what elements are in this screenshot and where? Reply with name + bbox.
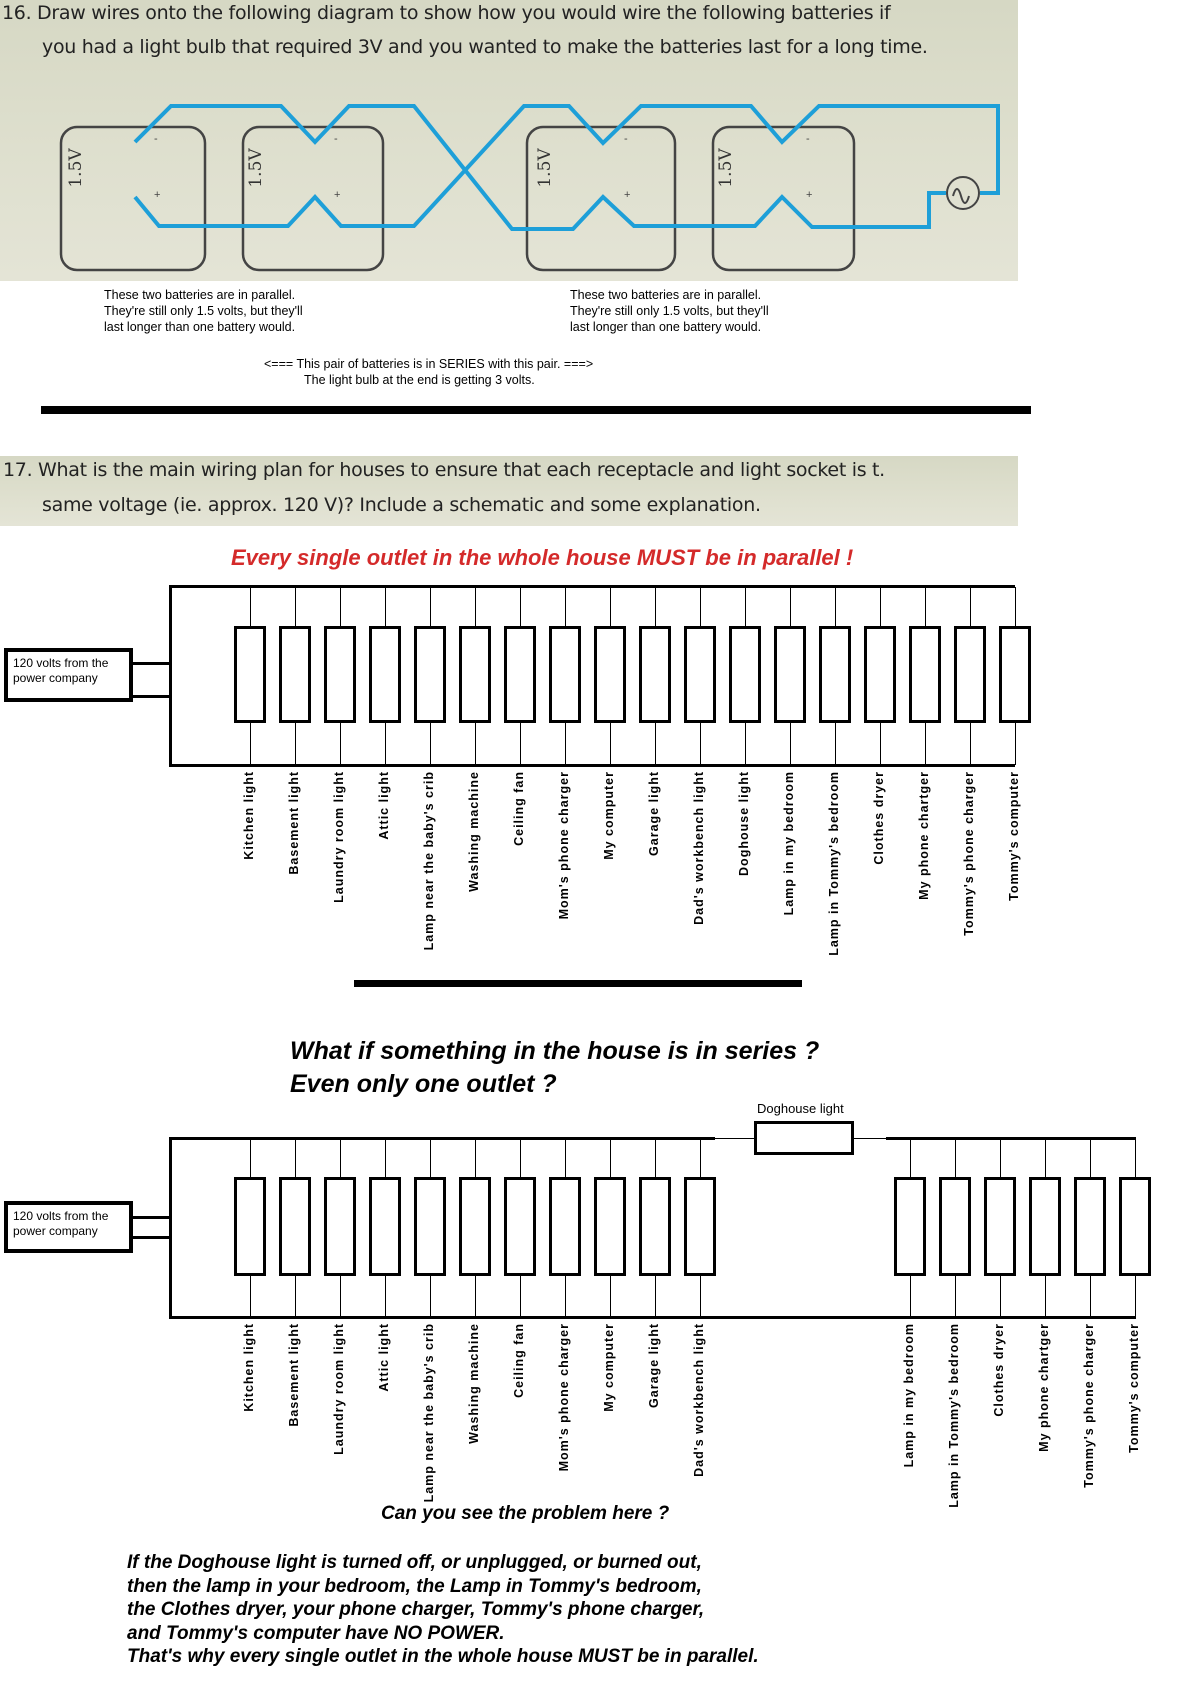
outlet-box: [639, 1177, 671, 1276]
plus-terminal-label: +: [806, 189, 813, 201]
series-outlet-label: Doghouse light: [757, 1101, 844, 1116]
caption-right-pair: [570, 287, 769, 335]
outlet-label: Tommy's phone charger: [1082, 1323, 1096, 1488]
power-source-box: [4, 648, 133, 702]
caption-line: They're still only 1.5 volts, but they'll: [570, 304, 769, 318]
neutral-wire: [170, 764, 1015, 767]
battery-wiring-diagram: [0, 0, 1181, 290]
series-question-line: Even only one outlet ?: [290, 1070, 557, 1098]
outlet-label: Attic light: [377, 771, 391, 840]
outlet-label: Ceiling fan: [512, 771, 526, 846]
outlet-label: Basement light: [287, 771, 301, 875]
outlet-box: [549, 1177, 581, 1276]
outlet-label: Doghouse light: [737, 771, 751, 876]
caption-line: They're still only 1.5 volts, but they'll: [104, 304, 303, 318]
explanation-line: If the Doghouse light is turned off, or unplugged, or burned out,: [127, 1552, 702, 1573]
outlet-label: Ceiling fan: [512, 1323, 526, 1398]
q16-line1: 16. Draw wires onto the following diagram to show how you would wire the following batteries if: [2, 2, 891, 24]
minus-terminal-label: -: [334, 133, 338, 145]
outlet-label: Lamp in my bedroom: [902, 1323, 916, 1468]
plus-terminal-label: +: [334, 189, 341, 201]
outlet-box: [1029, 1177, 1061, 1276]
series-note: [264, 356, 593, 388]
divider: [354, 980, 802, 987]
power-label-line: power company: [13, 1224, 98, 1238]
power-source-box: [4, 1201, 133, 1253]
outlet-box: [1119, 1177, 1151, 1276]
q17-line2: same voltage (ie. approx. 120 V)? Include a schematic and some explanation.: [42, 494, 761, 516]
outlet-label: Basement light: [287, 1323, 301, 1427]
power-label-line: power company: [13, 671, 98, 685]
outlet-box: [369, 1177, 401, 1276]
power-label-line: 120 volts from the: [13, 1209, 109, 1223]
caption-line: These two batteries are in parallel.: [570, 288, 762, 302]
outlet-box: [939, 1177, 971, 1276]
plus-terminal-label: +: [154, 189, 161, 201]
outlet-box: [459, 626, 491, 723]
outlet-box: [459, 1177, 491, 1276]
outlet-label: Attic light: [377, 1323, 391, 1392]
outlet-label: My phone chartger: [1037, 1323, 1051, 1452]
outlet-label: Washing machine: [467, 1323, 481, 1444]
outlet-label: Clothes dryer: [872, 771, 886, 865]
caption-line: These two batteries are in parallel.: [104, 288, 296, 302]
caption-line: last longer than one battery would.: [570, 320, 762, 334]
q17-line1: 17. What is the main wiring plan for houses to ensure that each receptacle and light socket is t.: [3, 459, 885, 481]
outlet-label: Garage light: [647, 771, 661, 856]
outlet-label: Dad's workbench light: [692, 771, 706, 925]
neutral-wire: [170, 1316, 1136, 1319]
outlet-box: [909, 626, 941, 723]
plus-terminal-label: +: [624, 189, 631, 201]
minus-terminal-label: -: [154, 133, 158, 145]
outlet-box: [549, 626, 581, 723]
outlet-box: [819, 626, 851, 723]
outlet-label: My computer: [602, 1323, 616, 1412]
outlet-box: [594, 626, 626, 723]
outlet-box: [279, 1177, 311, 1276]
outlet-label: Clothes dryer: [992, 1323, 1006, 1417]
outlet-label: Lamp near the baby's crib: [422, 771, 436, 951]
battery-voltage-label: 1.5V: [535, 148, 555, 188]
outlet-label: Washing machine: [467, 771, 481, 892]
outlet-label: Laundry room light: [332, 1323, 346, 1455]
series-outlet-box: [754, 1121, 854, 1155]
outlet-box: [414, 1177, 446, 1276]
outlet-box: [894, 1177, 926, 1276]
outlet-label: Lamp in Tommy's bedroom: [827, 771, 841, 956]
outlet-box: [999, 626, 1031, 723]
outlet-box: [864, 626, 896, 723]
q16-line2: you had a light bulb that required 3V and you wanted to make the batteries last for a long time.: [42, 36, 928, 58]
explanation: [127, 1551, 759, 1669]
supply-wire: [132, 1236, 172, 1239]
supply-wire: [132, 695, 172, 698]
outlet-label: Dad's workbench light: [692, 1323, 706, 1477]
outlet-label: Mom's phone charger: [557, 771, 571, 920]
outlet-box: [234, 626, 266, 723]
outlet-label: Tommy's computer: [1127, 1323, 1141, 1453]
outlet-label: Tommy's phone charger: [962, 771, 976, 936]
outlet-box: [684, 626, 716, 723]
hot-wire-right: [886, 1137, 1136, 1140]
series-question: [290, 1035, 819, 1101]
outlet-box: [504, 626, 536, 723]
battery-voltage-label: 1.5V: [716, 148, 736, 188]
battery-voltage-label: 1.5V: [246, 148, 266, 188]
outlet-box: [324, 626, 356, 723]
outlet-label: Lamp in Tommy's bedroom: [947, 1323, 961, 1508]
outlet-box: [504, 1177, 536, 1276]
outlet-label: Garage light: [647, 1323, 661, 1408]
outlet-box: [234, 1177, 266, 1276]
explanation-line: That's why every single outlet in the whole house MUST be in parallel.: [127, 1646, 759, 1667]
series-question-line: What if something in the house is in series ?: [290, 1037, 820, 1065]
outlet-box: [729, 626, 761, 723]
outlet-box: [774, 626, 806, 723]
outlet-label: Laundry room light: [332, 771, 346, 903]
outlet-box: [954, 626, 986, 723]
outlet-box: [639, 626, 671, 723]
explanation-line: then the lamp in your bedroom, the Lamp in Tommy's bedroom,: [127, 1575, 702, 1597]
feed-wire: [169, 585, 172, 767]
series-note-line: The light bulb at the end is getting 3 volts.: [304, 373, 535, 387]
outlet-box: [594, 1177, 626, 1276]
outlet-box: [414, 626, 446, 723]
power-label-line: 120 volts from the: [13, 656, 109, 670]
outlet-box: [1074, 1177, 1106, 1276]
supply-wire: [132, 662, 172, 665]
outlet-box: [984, 1177, 1016, 1276]
series-note-line: <=== This pair of batteries is in SERIES with this pair. ===>: [264, 357, 594, 371]
outlet-label: Lamp near the baby's crib: [422, 1323, 436, 1503]
supply-wire: [132, 1216, 172, 1219]
light-bulb-icon: [947, 177, 979, 209]
outlet-label: Kitchen light: [242, 1323, 256, 1412]
feed-wire: [169, 1137, 172, 1319]
outlet-box: [369, 626, 401, 723]
battery-voltage-label: 1.5V: [66, 148, 86, 188]
problem-question: Can you see the problem here ?: [381, 1503, 670, 1524]
outlet-label: Mom's phone charger: [557, 1323, 571, 1472]
minus-terminal-label: -: [624, 133, 628, 145]
minus-terminal-label: -: [806, 133, 810, 145]
outlet-label: Kitchen light: [242, 771, 256, 860]
outlet-label: My computer: [602, 771, 616, 860]
outlet-label: My phone chartger: [917, 771, 931, 900]
explanation-line: and Tommy's computer have NO POWER.: [127, 1622, 505, 1644]
outlet-box: [279, 626, 311, 723]
outlet-label: Lamp in my bedroom: [782, 771, 796, 916]
caption-left-pair: [104, 287, 303, 335]
hot-wire: [170, 585, 1015, 588]
outlet-box: [684, 1177, 716, 1276]
hot-wire-left: [170, 1137, 715, 1140]
caption-line: last longer than one battery would.: [104, 320, 296, 334]
parallel-headline: Every single outlet in the whole house MUST be in parallel !: [231, 545, 854, 570]
outlet-label: Tommy's computer: [1007, 771, 1021, 901]
outlet-box: [324, 1177, 356, 1276]
divider: [41, 406, 1031, 414]
explanation-line: the Clothes dryer, your phone charger, Tommy's phone charger,: [127, 1599, 705, 1620]
